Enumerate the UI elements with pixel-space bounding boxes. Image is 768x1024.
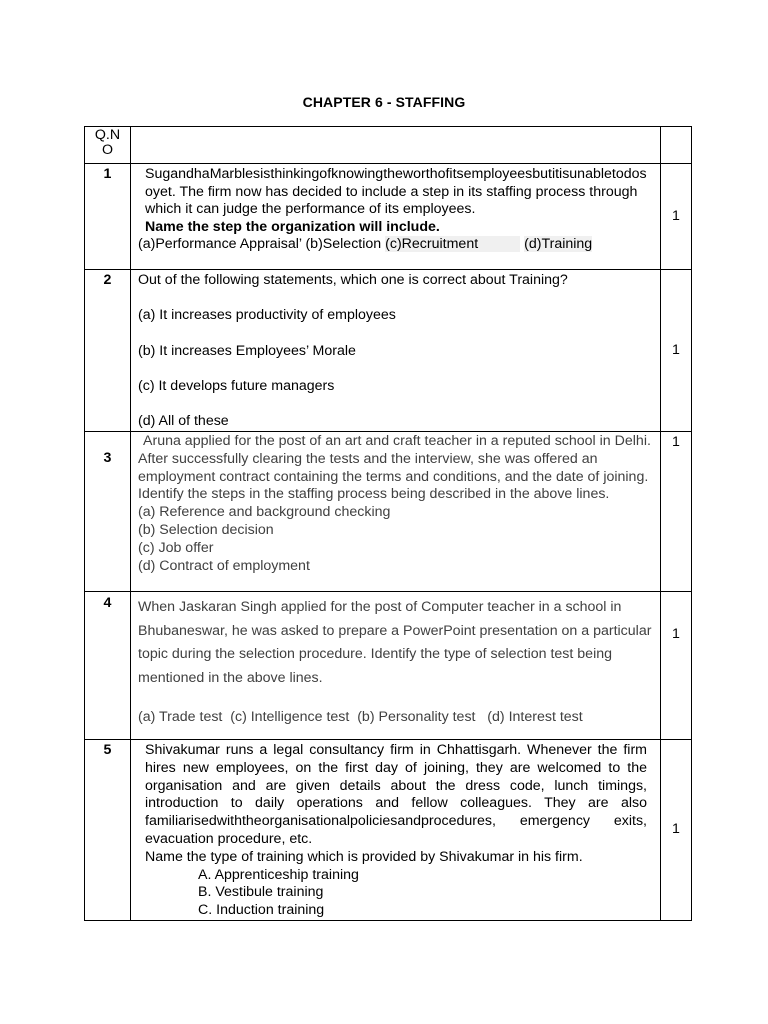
option-b: (b) It increases Employees’ Morale	[138, 342, 356, 359]
question-text: SugandhaMarblesisthinkingofknowingtheworthofitsemployeesbutitisunabletodosoyet. The firm now has decided to include a step in its staffing process through which it can judge the performance of its employees.	[145, 166, 647, 217]
question-prompt: Name the type of training which is provided by Shivakumar in his firm.	[145, 848, 583, 865]
option-c: (c) Job offer	[138, 539, 214, 556]
options-line	[138, 236, 650, 254]
option-a: (a)Performance Appraisal’	[138, 236, 302, 253]
question-number: 5	[103, 742, 112, 758]
option-b: (b) Selection decision	[138, 521, 274, 538]
option-c: C. Induction training	[198, 902, 325, 919]
option-b: (b)Selection	[305, 236, 382, 253]
options-line: (a) Trade test (c) Intelligence test (b) Personality test (d) Interest test	[138, 709, 583, 725]
option-a: (a) It increases productivity of employees	[138, 307, 396, 324]
question-text: Aruna applied for the post of an art and craft teacher in a reputed school in Delhi. After successfully clearing the tests and the interview, she was offered an employment contract containing the terms and conditions, and the date of joining. Identify the steps in the staffing process being described in the above lines.	[138, 433, 651, 503]
option-c: (c) It develops future managers	[138, 377, 335, 394]
table-row	[85, 740, 692, 921]
question-prompt: Name the step the organization will include.	[145, 218, 440, 235]
option-d: (d) All of these	[138, 413, 229, 430]
option-b: B. Vestibule training	[198, 884, 324, 901]
marks-header	[661, 127, 692, 164]
marks: 1	[672, 821, 680, 838]
option-a: (a) Reference and background checking	[138, 504, 391, 521]
option-d: (d)Training	[524, 236, 593, 253]
option-c: (c)Recruitment	[385, 236, 520, 252]
option-d: (d) Contract of employment	[138, 557, 310, 574]
table-row	[85, 270, 692, 432]
marks: 1	[672, 207, 680, 224]
question-number: 4	[103, 595, 112, 611]
marks: 1	[672, 626, 680, 642]
question-text: When Jaskaran Singh applied for the post of Computer teacher in a school in Bhubaneswar, he was asked to prepare a PowerPoint presentation on a particular topic during the selection procedure. Identify the type of selection test being mentioned in the above lines.	[138, 599, 652, 686]
question-text: Shivakumar runs a legal consultancy firm in Chhattisgarh. Whenever the firm hires new employees, on the first day of joining, they are welcomed to the organisation and are given details about the dress code, lunch timings, introduction to daily operations and fellow colleagues. They are also familiarisedwiththeorganisationalpoliciesandprocedures, emergency exits, evacuation procedure, etc.	[145, 742, 647, 847]
qno-header: Q.N O	[94, 127, 121, 158]
questions-table	[84, 126, 692, 921]
table-row	[85, 432, 692, 592]
question-number: 1	[103, 166, 112, 182]
option-a: A. Apprenticeship training	[198, 866, 359, 883]
table-row	[85, 164, 692, 270]
question-number: 2	[103, 272, 112, 288]
options-list	[145, 867, 647, 920]
table-header-row	[85, 127, 692, 164]
question-header	[131, 127, 661, 164]
marks: 1	[672, 434, 680, 450]
table-row	[85, 592, 692, 740]
page-title: CHAPTER 6 - STAFFING	[302, 94, 466, 110]
question-number: 3	[103, 450, 112, 466]
marks: 1	[672, 341, 680, 358]
question-text: Out of the following statements, which one is correct about Training?	[138, 272, 568, 288]
